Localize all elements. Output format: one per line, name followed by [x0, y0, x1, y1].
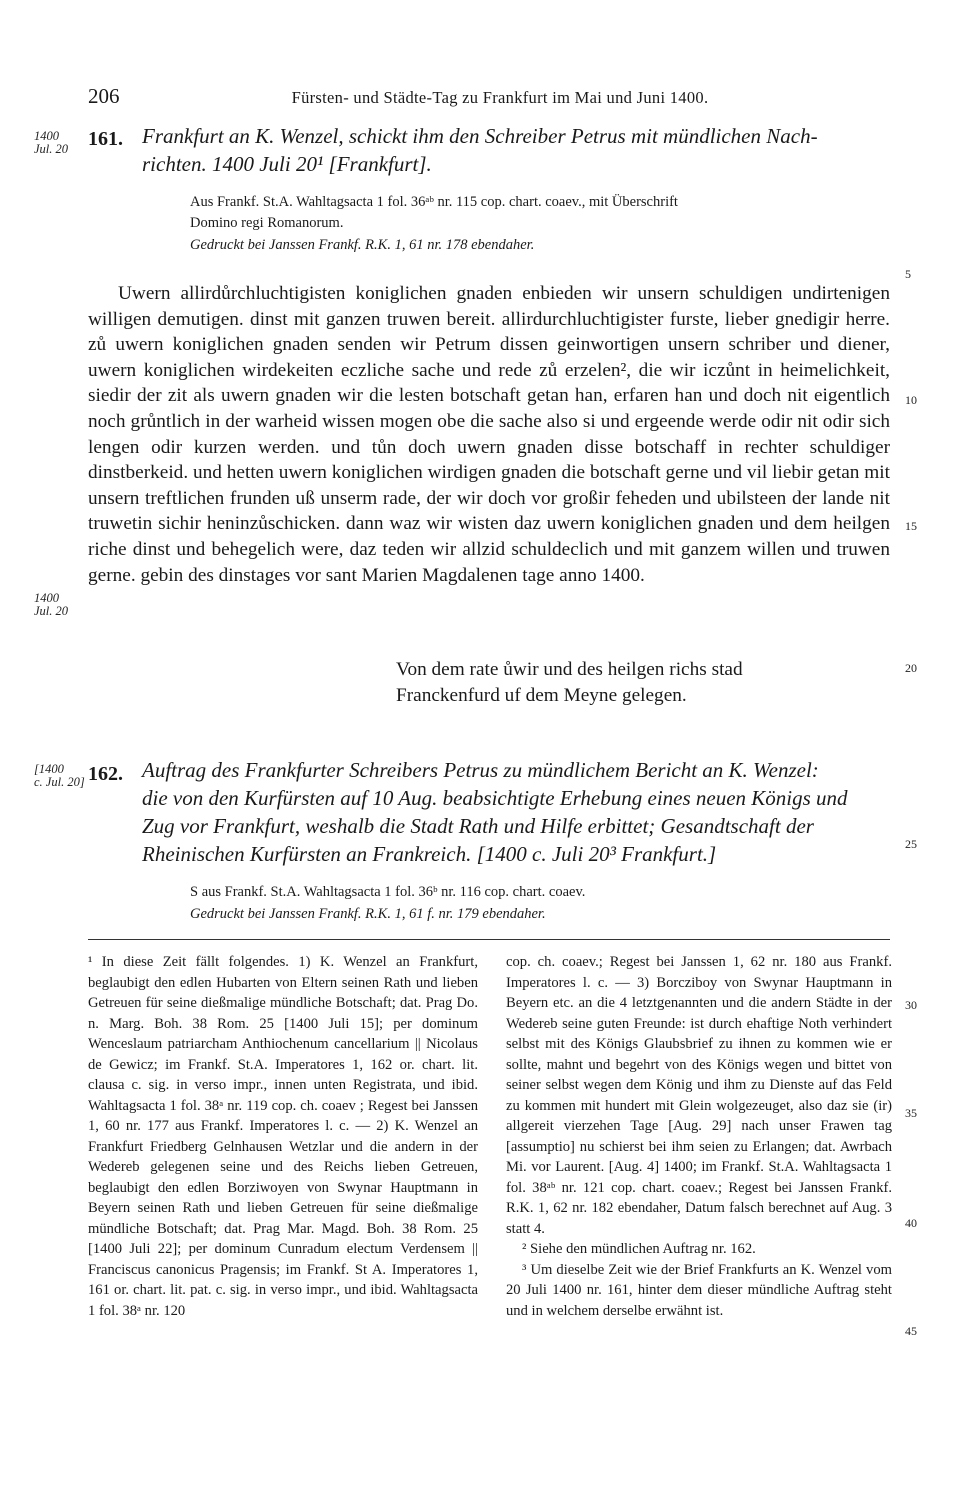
- footnote-column-right: [506, 952, 892, 1321]
- footnote-column-left: [88, 952, 478, 1321]
- margin-date-year: [1400: [34, 762, 64, 776]
- footnote-1-continued: cop. ch. coaev.; Regest bei Janssen 1, 62 nr. 180 aus Frankf. Imperatores l. c. — 3) Borcziboy von Swynar Hauptmann in Beyern etc. an die 4 letztgenannten und die andern Städte in der Wedereb seine guten Freunde: ist durch ehaftige Noth verhindert selbst mit des Königs Glaubsbrief zu ihnen zu kommen wie er sollte, mahnt und begehrt von des Königs wegen und bittet von seiner selbst wegen dem König und ihm zu Dienste auf das Feld zu kommen mit hundert mit Glein wolgezeuget, also daz sie (ir) allgereit vierzehen Tage [Aug. 29] nach unser Frawen tag [assumptio] nu schierst bei ihm seien zu Erlangen; dat. Awrbach Mi. vor Laurent. [Aug. 4] 1400; im Frankf. St.A. Wahltagsacta 1 fol. 38ᵃᵇ nr. 121 cop. chart. coaev.; Regest bei Janssen Frankf. R.K. 1, 62 nr. 182 ebendaher, Datum falsch berechnet auf Aug. 3 statt 4.: [506, 954, 892, 1237]
- source-note-161-line1: Aus Frankf. St.A. Wahltagsacta 1 fol. 36ᵃᵇ nr. 115 cop. chart. coaev., mit Überschrift: [190, 194, 678, 210]
- source-note-161-line2: Domino regi Romanorum.: [190, 215, 344, 231]
- line-number: 35: [905, 1106, 917, 1120]
- footnote-rule: [88, 939, 890, 940]
- source-note-161-line3: Gedruckt bei Janssen Frankf. R.K. 1, 61 nr. 178 ebendaher.: [190, 237, 535, 253]
- signature-line2: Franckenfurd uf dem Meyne gelegen.: [396, 685, 687, 706]
- document-body-161: [88, 281, 890, 588]
- document-heading-162-line3: Zug vor Frankfurt, weshalb die Stadt Rath und Hilfe erbittet; Gesandtschaft der: [142, 814, 814, 838]
- margin-date-year: 1400: [34, 591, 59, 605]
- margin-date-day: Jul. 20: [34, 604, 69, 618]
- footnote-3: ³ Um dieselbe Zeit wie der Brief Frankfurts an K. Wenzel vom 20 Juli 1400 nr. 161, hinter dem dieser mündliche Auftrag steht und in welchem derselbe erwähnt ist.: [506, 1261, 892, 1319]
- line-number: 20: [905, 661, 917, 675]
- line-number: 15: [905, 519, 917, 533]
- margin-date-162: [34, 763, 85, 789]
- line-number: 25: [905, 837, 917, 851]
- document-heading-162-line4: Rheinischen Kurfürsten an Frankreich. [1400 c. Juli 20³ Frankfurt.]: [142, 842, 717, 866]
- line-number: 5: [905, 267, 911, 281]
- line-number: 40: [905, 1216, 917, 1230]
- page-number: 206: [88, 84, 120, 108]
- margin-date-day: Jul. 20: [34, 142, 69, 156]
- document-heading-162-line1: Auftrag des Frankfurter Schreibers Petrus zu mündlichem Bericht an K. Wenzel:: [142, 758, 819, 782]
- document-heading-161-line1: Frankfurt an K. Wenzel, schickt ihm den Schreiber Petrus mit mündlichen Nach-: [142, 124, 818, 148]
- margin-date-161: [34, 130, 68, 156]
- document-number-162: 162.: [88, 763, 123, 785]
- document-heading-162-line2: die von den Kurfürsten auf 10 Aug. beabsichtigte Erhebung eines neuen Königs und: [142, 786, 848, 810]
- line-number: 45: [905, 1324, 917, 1338]
- margin-date-161-body: [34, 592, 68, 618]
- margin-date-day: c. Jul. 20]: [34, 775, 85, 789]
- document-heading-161-line2: richten. 1400 Juli 20¹ [Frankfurt].: [142, 152, 432, 176]
- document-number-161: 161.: [88, 128, 123, 150]
- source-note-162-line1: S aus Frankf. St.A. Wahltagsacta 1 fol. 36ᵇ nr. 116 cop. chart. coaev.: [190, 884, 586, 900]
- line-number: 30: [905, 998, 917, 1012]
- source-note-162-line2: Gedruckt bei Janssen Frankf. R.K. 1, 61 f. nr. 179 ebendaher.: [190, 906, 546, 922]
- body-paragraph: Uwern allirdůrchluchtigisten koniglichen gnaden enbieden wir unsern schuldigen undirtenigen willigen demutigen. dinst mit ganzen truwen bereit. allirdurchluchtigister furste, lieber gnedigir herre. zů uwern koniglichen gnaden senden wir Petrum dissen geinwortigen unsern schriber und diener, uwern koniglichen wirdekeiten eczliche sache und rede zů erzelen², die wir iczůnt in heimelichkeit, siedir der zit als uwern gnaden wir die lesten botschaft getan han, erfaren han und doch nit eigentlich noch grůntlich in der warheid wissen mogen obe die sache also si und ergeende werde odir nit odir sich lengen odir kurzen werden. und tůn doch uwern gnaden disse botschaff in rechter schuldiger dinstberkeid. und hetten uwern koniglichen wirdigen gnaden die botschaft gerne und vil liebir getan mit unsern treftlichen frunden uß unserm rade, der wir doch vor großir feheden und ubilsteen der lande nit truwetin sichir heninzůschicken. dann waz wir wisten daz uwern koniglichen gnaden und dem heilgen riche dinst und behegelich were, daz teden wir allzid schuldeclich und mit ganzem willen und truwen gerne. gebin des dinstages vor sant Marien Magdalenen tage anno 1400.: [88, 283, 890, 586]
- signature-line1: Von dem rate ůwir und des heilgen richs stad: [396, 659, 743, 680]
- line-number: 10: [905, 393, 917, 407]
- margin-date-year: 1400: [34, 129, 59, 143]
- running-title: Fürsten- und Städte-Tag zu Frankfurt im Mai und Juni 1400.: [291, 88, 709, 107]
- footnote-1: ¹ In diese Zeit fällt folgendes. 1) K. Wenzel an Frankfurt, beglaubigt den edlen Hubarten von Eltern seinen Rath und lieben Getreuen für seine dießmalige mündliche Botschaft; dat. Prag Do. n. Marg. Boh. 38 Rom. 25 [1400 Juli 15]; per dominum Wenceslaum patriarcham Anthiochenum cancellarium || Nicolaus de Gewicz; im Frankf. St.A. Imperatores 1, 162 or. chart. lit. clausa c. sig. in verso impr., innen unten Registrata, und ibid. Wahltagsacta 1 fol. 38ᵃ nr. 119 cop. ch. coaev ; Regest bei Janssen 1, 60 nr. 177 aus Frankf. Imperatores l. c. — 2) K. Wenzel an Frankfurt Friedberg Gelnhausen Wetzlar und die andern in der Wedereb gelegenen seine und des Reichs lieben Getreuen, beglaubigt den edlen Borziwoyen von Swynar Hauptmann in Beyern seinen Rath und lieben Getreuen für seine dießmalige mündliche Botschaft; dat. Prag Mar. Magd. Boh. 38 Rom. 25 [1400 Juli 22]; per dominum Cunradum electum Verdensem || Franciscus canonicus Pragensis; im Frankf. St A. Imperatores 1, 161 or. chart. lit. pat. c. sig. in verso impr., und ibid. Wahltagsacta 1 fol. 38ᵃ nr. 120: [88, 954, 478, 1319]
- footnote-2: ² Siehe den mündlichen Auftrag nr. 162.: [522, 1241, 756, 1257]
